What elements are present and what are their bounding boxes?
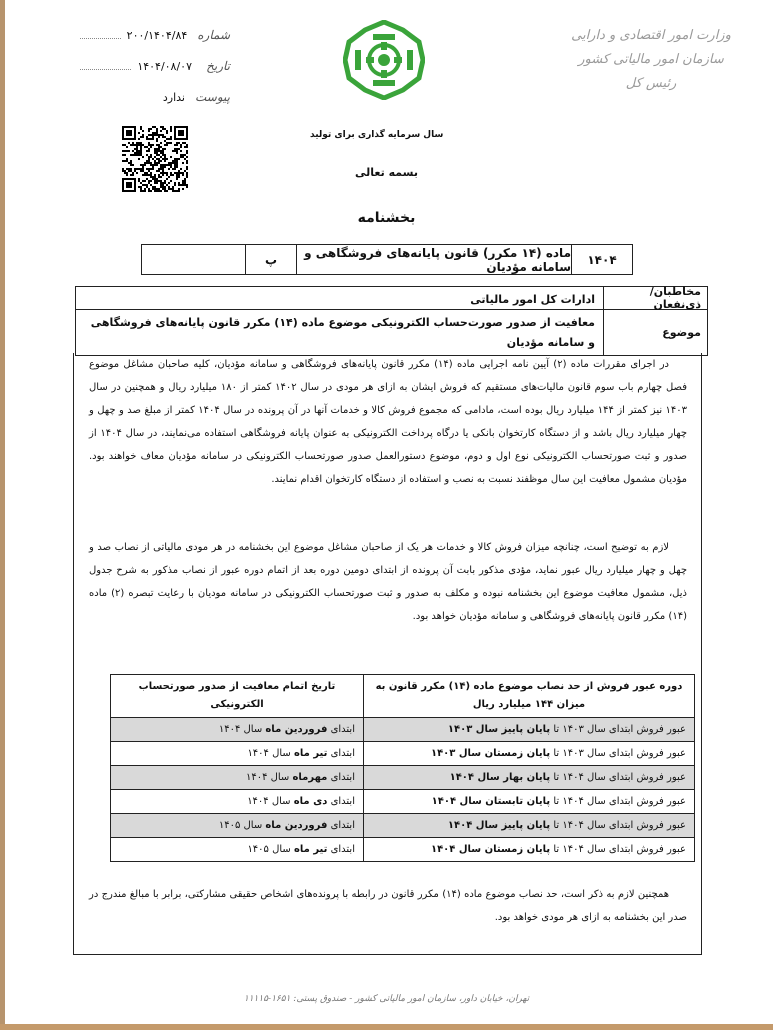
table-row	[111, 742, 695, 766]
org-line-ministry: وزارت امور اقتصادی و دارایی	[571, 28, 731, 43]
end-month: مهرماه	[292, 772, 328, 783]
end-year: سال ۱۴۰۴	[247, 796, 291, 807]
end-prefix: ابتدای	[330, 772, 355, 783]
sales-period-cell	[364, 766, 695, 790]
attachment-row	[80, 90, 230, 121]
exemption-end-cell	[111, 742, 364, 766]
end-prefix: ابتدای	[330, 724, 355, 735]
org-line-head: رئیس کل	[625, 76, 677, 91]
exemption-end-cell	[111, 790, 364, 814]
exemption-schedule-table	[110, 674, 695, 862]
end-year: سال ۱۴۰۵	[247, 844, 291, 855]
period-bold: پایان پاییز سال ۱۴۰۳	[447, 724, 551, 735]
table-row	[111, 718, 695, 742]
table-row	[111, 766, 695, 790]
header-sales-period: دوره عبور فروش از حد نصاب موضوع ماده (۱۴) مکرر قانون به میزان ۱۴۴ میلیارد ریال	[364, 675, 695, 718]
addressee-table	[75, 286, 708, 356]
year-slogan: سال سرمایه گذاری برای تولید	[310, 130, 444, 140]
date-row	[80, 59, 230, 90]
end-month: تیر ماه	[293, 844, 328, 855]
subject-row	[76, 310, 707, 355]
subject-label: موضوع	[603, 310, 707, 355]
table-row	[111, 838, 695, 862]
subject-value: معافیت از صدور صورت‌حساب الکترونیکی موضوع ماده (۱۴) مکرر قانون پایانه‌های فروشگاهی و سامانه مؤدیان	[90, 316, 595, 349]
end-month: دی ماه	[293, 796, 328, 807]
date-dots	[80, 69, 131, 70]
period-bold: پایان بهار سال ۱۴۰۴	[449, 772, 551, 783]
end-prefix: ابتدای	[330, 844, 355, 855]
reference-box	[141, 244, 633, 275]
number-label: شماره	[197, 28, 230, 42]
period-prefix: عبور فروش ابتدای سال ۱۴۰۴ تا	[553, 796, 686, 807]
number-value: ۲۰۰/۱۴۰۴/۸۴	[126, 29, 188, 42]
period-prefix: عبور فروش ابتدای سال ۱۴۰۴ تا	[553, 844, 686, 855]
document-title: بخشنامه	[357, 210, 416, 226]
sales-period-cell	[364, 742, 695, 766]
end-year: سال ۱۴۰۴	[245, 772, 290, 783]
date-value: ۱۴۰۴/۰۸/۰۷	[137, 60, 192, 73]
header-exemption-end: تاریخ اتمام معافیت از صدور صورتحساب الکترونیکی	[111, 675, 364, 718]
body-paragraph-3: همچنین لازم به ذکر است، حد نصاب موضوع ماده (۱۴) مکرر قانون در رابطه با پرونده‌های اشخاص حقیقی مشارکتی، برابر با مبالغ مندرج در صدر این بخشنامه به ازای هر مودی خواهد بود.	[89, 889, 687, 923]
period-prefix: عبور فروش ابتدای سال ۱۴۰۳ تا	[553, 724, 686, 735]
period-bold: پایان زمستان سال ۱۴۰۴	[430, 844, 551, 855]
sales-period-cell	[364, 718, 695, 742]
exemption-end-cell	[111, 838, 364, 862]
date-label: تاریخ	[206, 59, 230, 73]
period-bold: پایان تابستان سال ۱۴۰۴	[431, 796, 551, 807]
period-prefix: عبور فروش ابتدای سال ۱۴۰۴ تا	[553, 772, 686, 783]
qr-code-icon	[122, 126, 188, 192]
addressee-row	[76, 287, 707, 310]
reference-code: پ	[245, 245, 296, 274]
exemption-end-cell	[111, 814, 364, 838]
body-paragraph-2: لازم به توضیح است، چنانچه میزان فروش کالا و خدمات هر یک از صاحبان مشاغل موضوع این بخشنامه در هر مودی مالیاتی از نصاب صد و چهل و چهار میلیارد ریال عبور نماید، مؤدی مذکور بابت آن پرونده از ابتدای دومین دوره بعد از اتمام دوره عبور از نصاب مذکور به شرح جدول ذیل، مشمول معافیت موضوع این بخشنامه نبوده و مکلف به صدور و ثبت صورتحساب الکترونیکی در سامانه مودیان با رعایت تبصره (۲) ماده (۱۴) مکرر قانون پایانه‌های فروشگاهی و سامانه مؤدیان خواهد بود.	[89, 542, 687, 622]
addressee-label: مخاطبان/ذی‌نفعان	[603, 287, 707, 309]
sales-period-cell	[364, 838, 695, 862]
exemption-end-cell	[111, 766, 364, 790]
bottom-edge-bar	[0, 1024, 773, 1030]
footer-address: تهران، خیابان داور، سازمان امور مالیاتی کشور - صندوق پستی: ۱۶۵۱-۱۱۱۱۵	[243, 994, 530, 1004]
period-prefix: عبور فروش ابتدای سال ۱۴۰۴ تا	[553, 820, 686, 831]
left-edge-bar	[0, 0, 5, 1030]
organization-header	[571, 24, 731, 96]
table-header-row	[111, 675, 695, 718]
addressee-value: ادارات کل امور مالیاتی	[470, 293, 595, 306]
end-month: فروردین ماه	[265, 820, 328, 831]
end-year: سال ۱۴۰۴	[218, 724, 263, 735]
attachment-label: پیوست	[195, 90, 230, 104]
letter-metadata	[80, 28, 230, 121]
sales-period-cell	[364, 814, 695, 838]
table-row	[111, 814, 695, 838]
body-paragraph-1: در اجرای مقررات ماده (۲) آیین نامه اجرایی ماده (۱۴) مکرر قانون پایانه‌های فروشگاهی و سامانه مؤدیان، کلیه صاحبان مشاغل موضوع فصل چهارم باب سوم قانون مالیات‌های مستقیم که فروش ایشان به ازای هر مودی در سال ۱۴۰۲ کمتر از ۱۸۰ میلیارد ریال و همچنین در سال ۱۴۰۳ نیز کمتر از ۱۴۴ میلیارد ریال بوده است، مادامی که مجموع فروش کالا و خدمات آنها در آن پرونده در سال ۱۴۰۴ کمتر از مبلغ صد و چهل و چهار میلیارد ریال باشد و از دستگاه کارتخوان بانکی یا درگاه پرداخت الکترونیکی به عنوان پایانه فروشگاهی استفاده می‌نمایند، در سال ۱۴۰۴ از صدور و ثبت صورتحساب الکترونیکی نوع اول و دوم، موضوع دستورالعمل صدور صورتحساب الکترونیکی در سامانه مؤدیان معاف خواهند بود. مؤدیان مشمول معافیت این سال موظفند نسبت به نصب و استفاده از دستگاه کارتخوان اقدام نمایند.	[89, 359, 687, 485]
end-prefix: ابتدای	[330, 820, 355, 831]
number-row	[80, 28, 230, 59]
reference-year: ۱۴۰۴	[571, 245, 632, 274]
tax-organization-logo-icon	[343, 20, 425, 100]
exemption-end-cell	[111, 718, 364, 742]
period-prefix: عبور فروش ابتدای سال ۱۴۰۳ تا	[553, 748, 686, 759]
end-month: فروردین ماه	[265, 724, 328, 735]
period-bold: پایان پاییز سال ۱۴۰۴	[447, 820, 551, 831]
period-bold: پایان زمستان سال ۱۴۰۳	[430, 748, 551, 759]
end-year: سال ۱۴۰۴	[247, 748, 291, 759]
end-prefix: ابتدای	[330, 748, 355, 759]
org-line-organization: سازمان امور مالیاتی کشور	[578, 52, 724, 67]
end-month: تیر ماه	[293, 748, 328, 759]
bismillah-heading: بسمه تعالی	[355, 166, 418, 179]
reference-subject: ماده (۱۴ مکرر) قانون پایانه‌های فروشگاهی و سامانه مؤدیان	[296, 245, 571, 274]
number-dots	[80, 38, 121, 39]
attachment-value: ندارد	[162, 91, 185, 104]
reference-empty-cell	[142, 245, 245, 274]
sales-period-cell	[364, 790, 695, 814]
letter-body	[73, 353, 702, 955]
end-year: سال ۱۴۰۵	[218, 820, 263, 831]
end-prefix: ابتدای	[330, 796, 355, 807]
table-row	[111, 790, 695, 814]
